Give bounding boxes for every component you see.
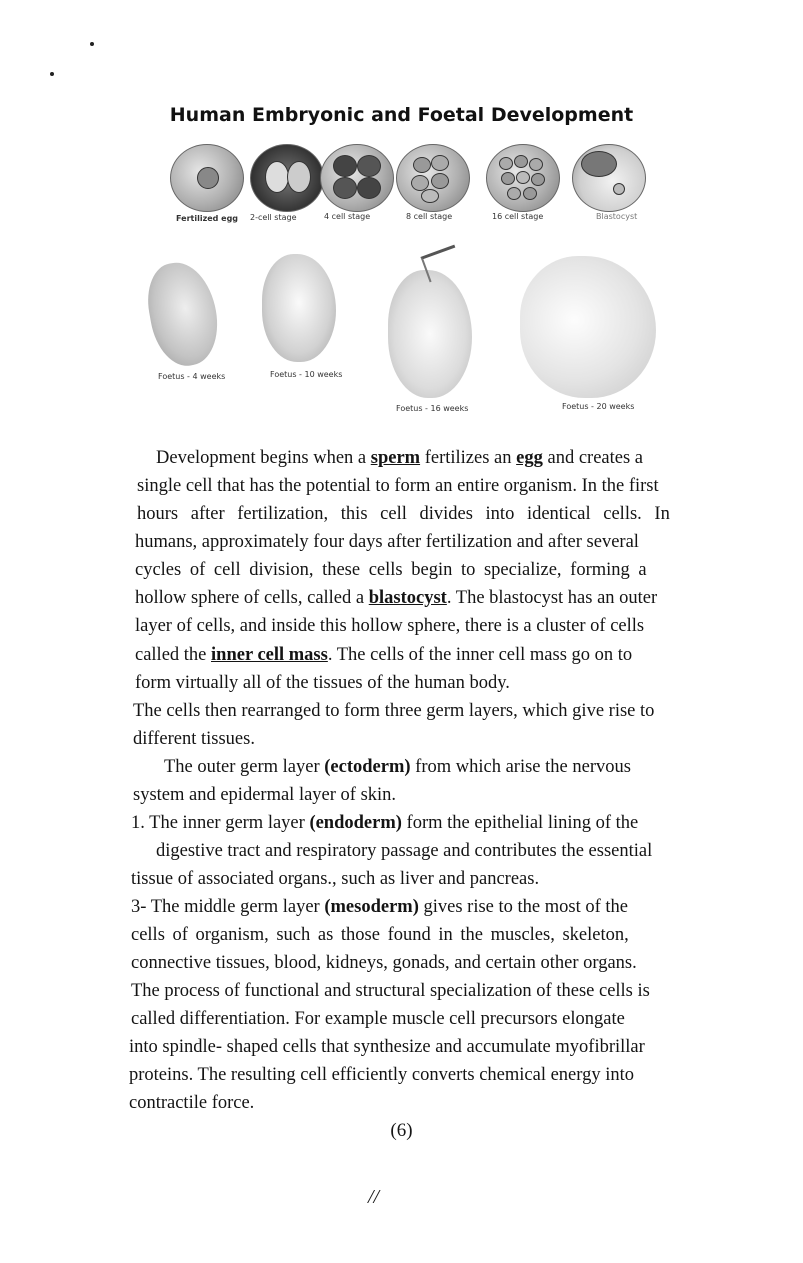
two-cell-illustration bbox=[250, 144, 324, 212]
handwritten-mark: // bbox=[368, 1186, 380, 1208]
term-sperm: sperm bbox=[370, 448, 421, 468]
eight-cell-illustration bbox=[396, 144, 470, 212]
stage-caption: 2-cell stage bbox=[250, 213, 297, 222]
list-item-line: 1. The inner germ layer (endoderm) form the epithelial lining of the bbox=[131, 813, 639, 833]
foetus-10-weeks-illustration bbox=[262, 254, 336, 362]
umbilical-cord-illustration bbox=[420, 245, 463, 283]
paragraph-line: different tissues. bbox=[133, 729, 255, 749]
foetus-caption: Foetus - 10 weeks bbox=[270, 370, 343, 379]
blastocyst-illustration bbox=[572, 144, 646, 212]
list-item-line: 3- The middle germ layer (mesoderm) gives rise to the most of the bbox=[131, 897, 628, 917]
paragraph-line: hollow sphere of cells, called a blastocyst. The blastocyst has an outer bbox=[135, 588, 658, 608]
foetus-4-weeks-illustration bbox=[141, 257, 224, 371]
term-mesoderm: (mesoderm) bbox=[324, 897, 419, 917]
foetus-caption: Foetus - 4 weeks bbox=[158, 372, 226, 381]
paragraph-line: The cells then rearranged to form three germ layers, which give rise to bbox=[133, 701, 655, 721]
page-title: Human Embryonic and Foetal Development bbox=[169, 104, 634, 126]
paragraph-line: form virtually all of the tissues of the human body. bbox=[135, 673, 510, 693]
paragraph-line: proteins. The resulting cell efficiently converts chemical energy into bbox=[129, 1065, 634, 1085]
stage-caption: 16 cell stage bbox=[492, 212, 544, 221]
paragraph-line: called the inner cell mass. The cells of the inner cell mass go on to bbox=[135, 645, 633, 665]
stray-dot bbox=[90, 42, 94, 46]
page-number: (6) bbox=[390, 1120, 413, 1141]
paragraph-line: connective tissues, blood, kidneys, gonads, and certain other organs. bbox=[131, 953, 637, 973]
term-egg: egg bbox=[516, 448, 543, 468]
paragraph-line: humans, approximately four days after fertilization and after several bbox=[135, 532, 639, 552]
paragraph-line: The process of functional and structural specialization of these cells is bbox=[131, 981, 650, 1001]
term-ectoderm: (ectoderm) bbox=[324, 757, 411, 777]
paragraph-line: cells of organism, such as those found in the muscles, skeleton, bbox=[131, 925, 629, 945]
paragraph-line: hours after fertilization, this cell divides into identical cells. In bbox=[137, 504, 670, 524]
stray-dot bbox=[50, 72, 54, 76]
paragraph-line: Development begins when a sperm fertilizes an egg and creates a bbox=[156, 448, 644, 468]
foetus-20-weeks-illustration bbox=[520, 256, 656, 398]
paragraph-line: The outer germ layer (ectoderm) from which arise the nervous bbox=[164, 757, 631, 777]
sixteen-cell-illustration bbox=[486, 144, 560, 212]
paragraph-line: into spindle- shaped cells that synthesize and accumulate myofibrillar bbox=[129, 1037, 645, 1057]
term-blastocyst: blastocyst bbox=[368, 588, 447, 608]
embryo-stages-figure bbox=[140, 138, 680, 228]
list-item-line: digestive tract and respiratory passage and contributes the essential bbox=[156, 841, 653, 861]
paragraph-line: layer of cells, and inside this hollow sphere, there is a cluster of cells bbox=[135, 616, 645, 636]
foetus-16-weeks-illustration bbox=[388, 270, 472, 398]
stage-caption: Blastocyst bbox=[596, 212, 638, 221]
paragraph-line: contractile force. bbox=[129, 1093, 255, 1113]
stage-caption: 8 cell stage bbox=[406, 212, 453, 221]
term-endoderm: (endoderm) bbox=[309, 813, 402, 833]
list-item-line: tissue of associated organs., such as liver and pancreas. bbox=[131, 869, 540, 889]
fertilized-egg-illustration bbox=[170, 144, 244, 212]
paragraph-line: called differentiation. For example muscle cell precursors elongate bbox=[131, 1009, 625, 1029]
four-cell-illustration bbox=[320, 144, 394, 212]
paragraph-line: system and epidermal layer of skin. bbox=[133, 785, 397, 805]
stage-caption: 4 cell stage bbox=[324, 212, 371, 221]
foetus-caption: Foetus - 16 weeks bbox=[396, 404, 469, 413]
foetus-caption: Foetus - 20 weeks bbox=[562, 402, 635, 411]
paragraph-line: single cell that has the potential to form an entire organism. In the first bbox=[137, 476, 659, 496]
term-inner-cell-mass: inner cell mass bbox=[211, 645, 328, 665]
stage-caption: Fertilized egg bbox=[176, 214, 239, 223]
paragraph-line: cycles of cell division, these cells begin to specialize, forming a bbox=[135, 560, 647, 580]
